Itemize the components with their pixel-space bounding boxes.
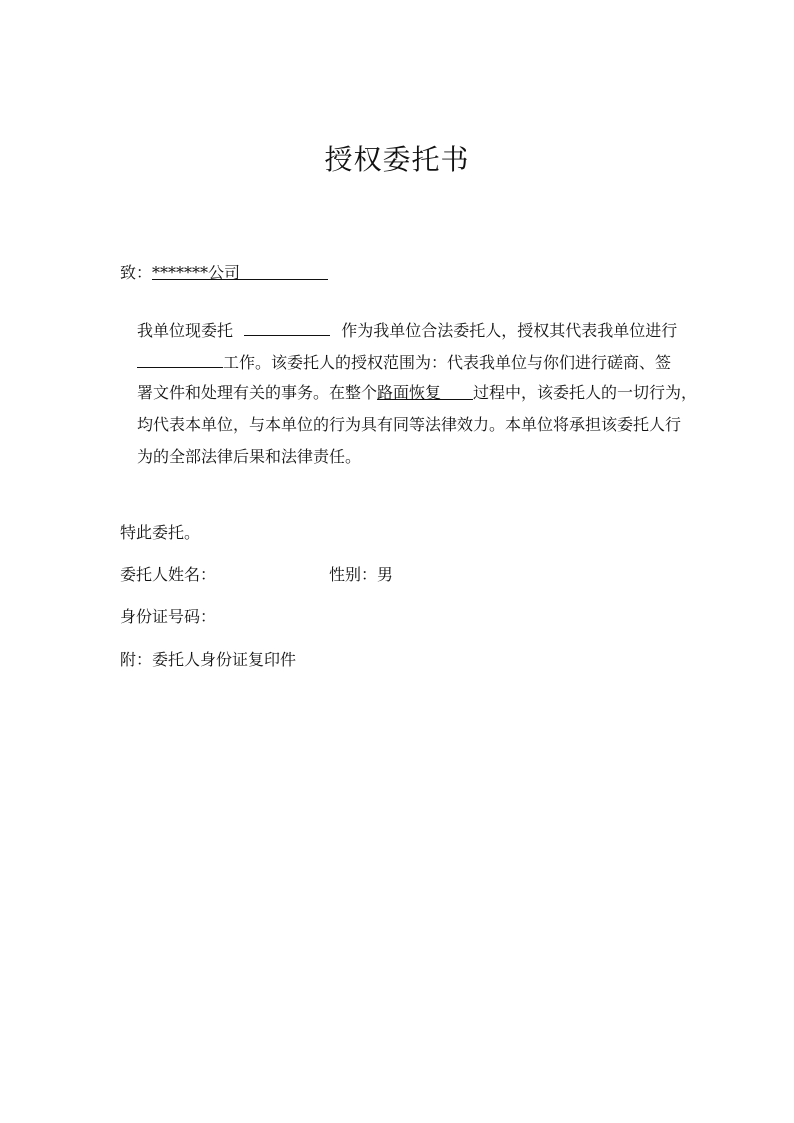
attachment-line: 附：委托人身份证复印件 — [120, 650, 297, 669]
gender-value: 男 — [377, 565, 394, 584]
project-blank — [377, 382, 473, 400]
body-text: 过程中，该委托人的一切行为， — [473, 383, 698, 402]
body-line-1 — [137, 318, 677, 342]
body-line-2 — [137, 350, 671, 374]
body-text: 工作。该委托人的授权范围为：代表我单位与你们进行磋商、签 — [223, 353, 672, 372]
recipient-line — [120, 262, 328, 284]
gender-label: 性别： — [329, 565, 378, 584]
document-title: 授权委托书 — [324, 143, 470, 176]
recipient-company-blank — [152, 262, 328, 280]
body-text: 均代表本单位，与本单位的行为具有同等法律效力。本单位将承担该委托人行 — [137, 415, 682, 434]
id-number-label: 身份证号码： — [120, 607, 217, 626]
recipient-prefix: 致： — [120, 263, 153, 282]
work-scope-blank — [137, 350, 223, 368]
name-field-label: 委托人姓名： — [120, 565, 217, 584]
gender-field — [329, 564, 393, 586]
closing-line: 特此委托。 — [120, 523, 201, 542]
body-text: 作为我单位合法委托人，授权其代表我单位进行 — [341, 321, 678, 340]
body-line-4 — [137, 414, 681, 436]
recipient-company: *******公司 — [152, 263, 241, 282]
body-line-5 — [137, 446, 361, 468]
project-name: 路面恢复 — [377, 383, 442, 402]
delegate-name-blank — [244, 318, 330, 336]
body-text: 我单位现委托 — [137, 321, 234, 340]
body-text: 署文件和处理有关的事务。在整个 — [137, 383, 378, 402]
body-text: 为的全部法律后果和法律责任。 — [137, 447, 362, 466]
body-line-3 — [137, 382, 697, 404]
